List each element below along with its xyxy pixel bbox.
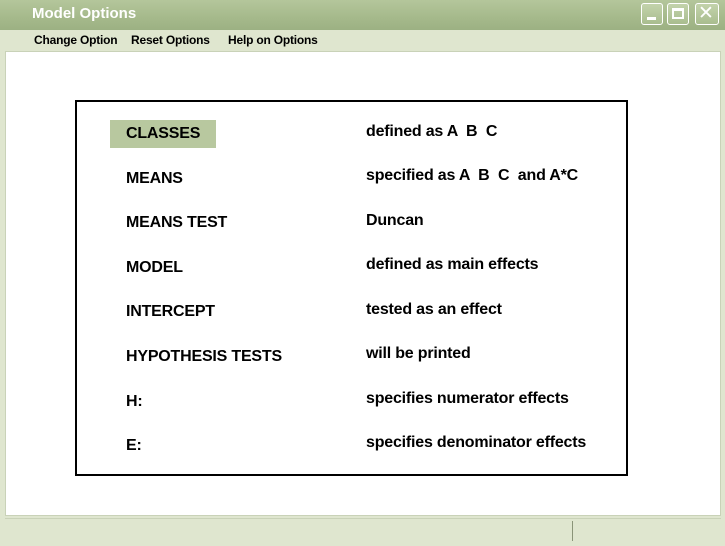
status-bar xyxy=(5,518,721,542)
close-icon: ✕ xyxy=(698,2,714,24)
option-e-label[interactable]: E: xyxy=(126,437,142,454)
option-e-value: specifies denominator effects xyxy=(366,434,587,451)
option-intercept-label[interactable]: INTERCEPT xyxy=(126,303,215,320)
menu-bar xyxy=(0,30,725,51)
option-model-label[interactable]: MODEL xyxy=(126,259,183,276)
option-model-value: defined as main effects xyxy=(366,256,539,273)
option-hypothesis-tests-value: will be printed xyxy=(366,345,471,362)
window-title: Model Options xyxy=(32,5,137,22)
option-h-label[interactable]: H: xyxy=(126,393,143,410)
option-h-value: specifies numerator effects xyxy=(366,390,569,407)
option-means-test-value: Duncan xyxy=(366,212,424,229)
menu-help-on-options[interactable]: Help on Options xyxy=(228,33,318,47)
option-means-value: specified as A B C and A*C xyxy=(366,167,579,184)
option-classes-label[interactable]: CLASSES xyxy=(126,125,201,142)
option-hypothesis-tests-label[interactable]: HYPOTHESIS TESTS xyxy=(126,348,282,365)
minimize-icon xyxy=(647,17,656,20)
options-panel xyxy=(75,100,628,476)
maximize-icon xyxy=(672,8,684,19)
status-bar-divider xyxy=(572,521,573,541)
option-intercept-value: tested as an effect xyxy=(366,301,502,318)
menu-reset-options[interactable]: Reset Options xyxy=(131,33,210,47)
title-bar[interactable] xyxy=(0,0,725,30)
option-means-label[interactable]: MEANS xyxy=(126,170,183,187)
menu-change-option[interactable]: Change Option xyxy=(34,33,118,47)
option-means-test-label[interactable]: MEANS TEST xyxy=(126,214,228,231)
minimize-button[interactable] xyxy=(641,3,663,25)
close-button[interactable] xyxy=(695,3,719,25)
option-classes-value: defined as A B C xyxy=(366,123,498,140)
maximize-button[interactable] xyxy=(667,3,689,25)
